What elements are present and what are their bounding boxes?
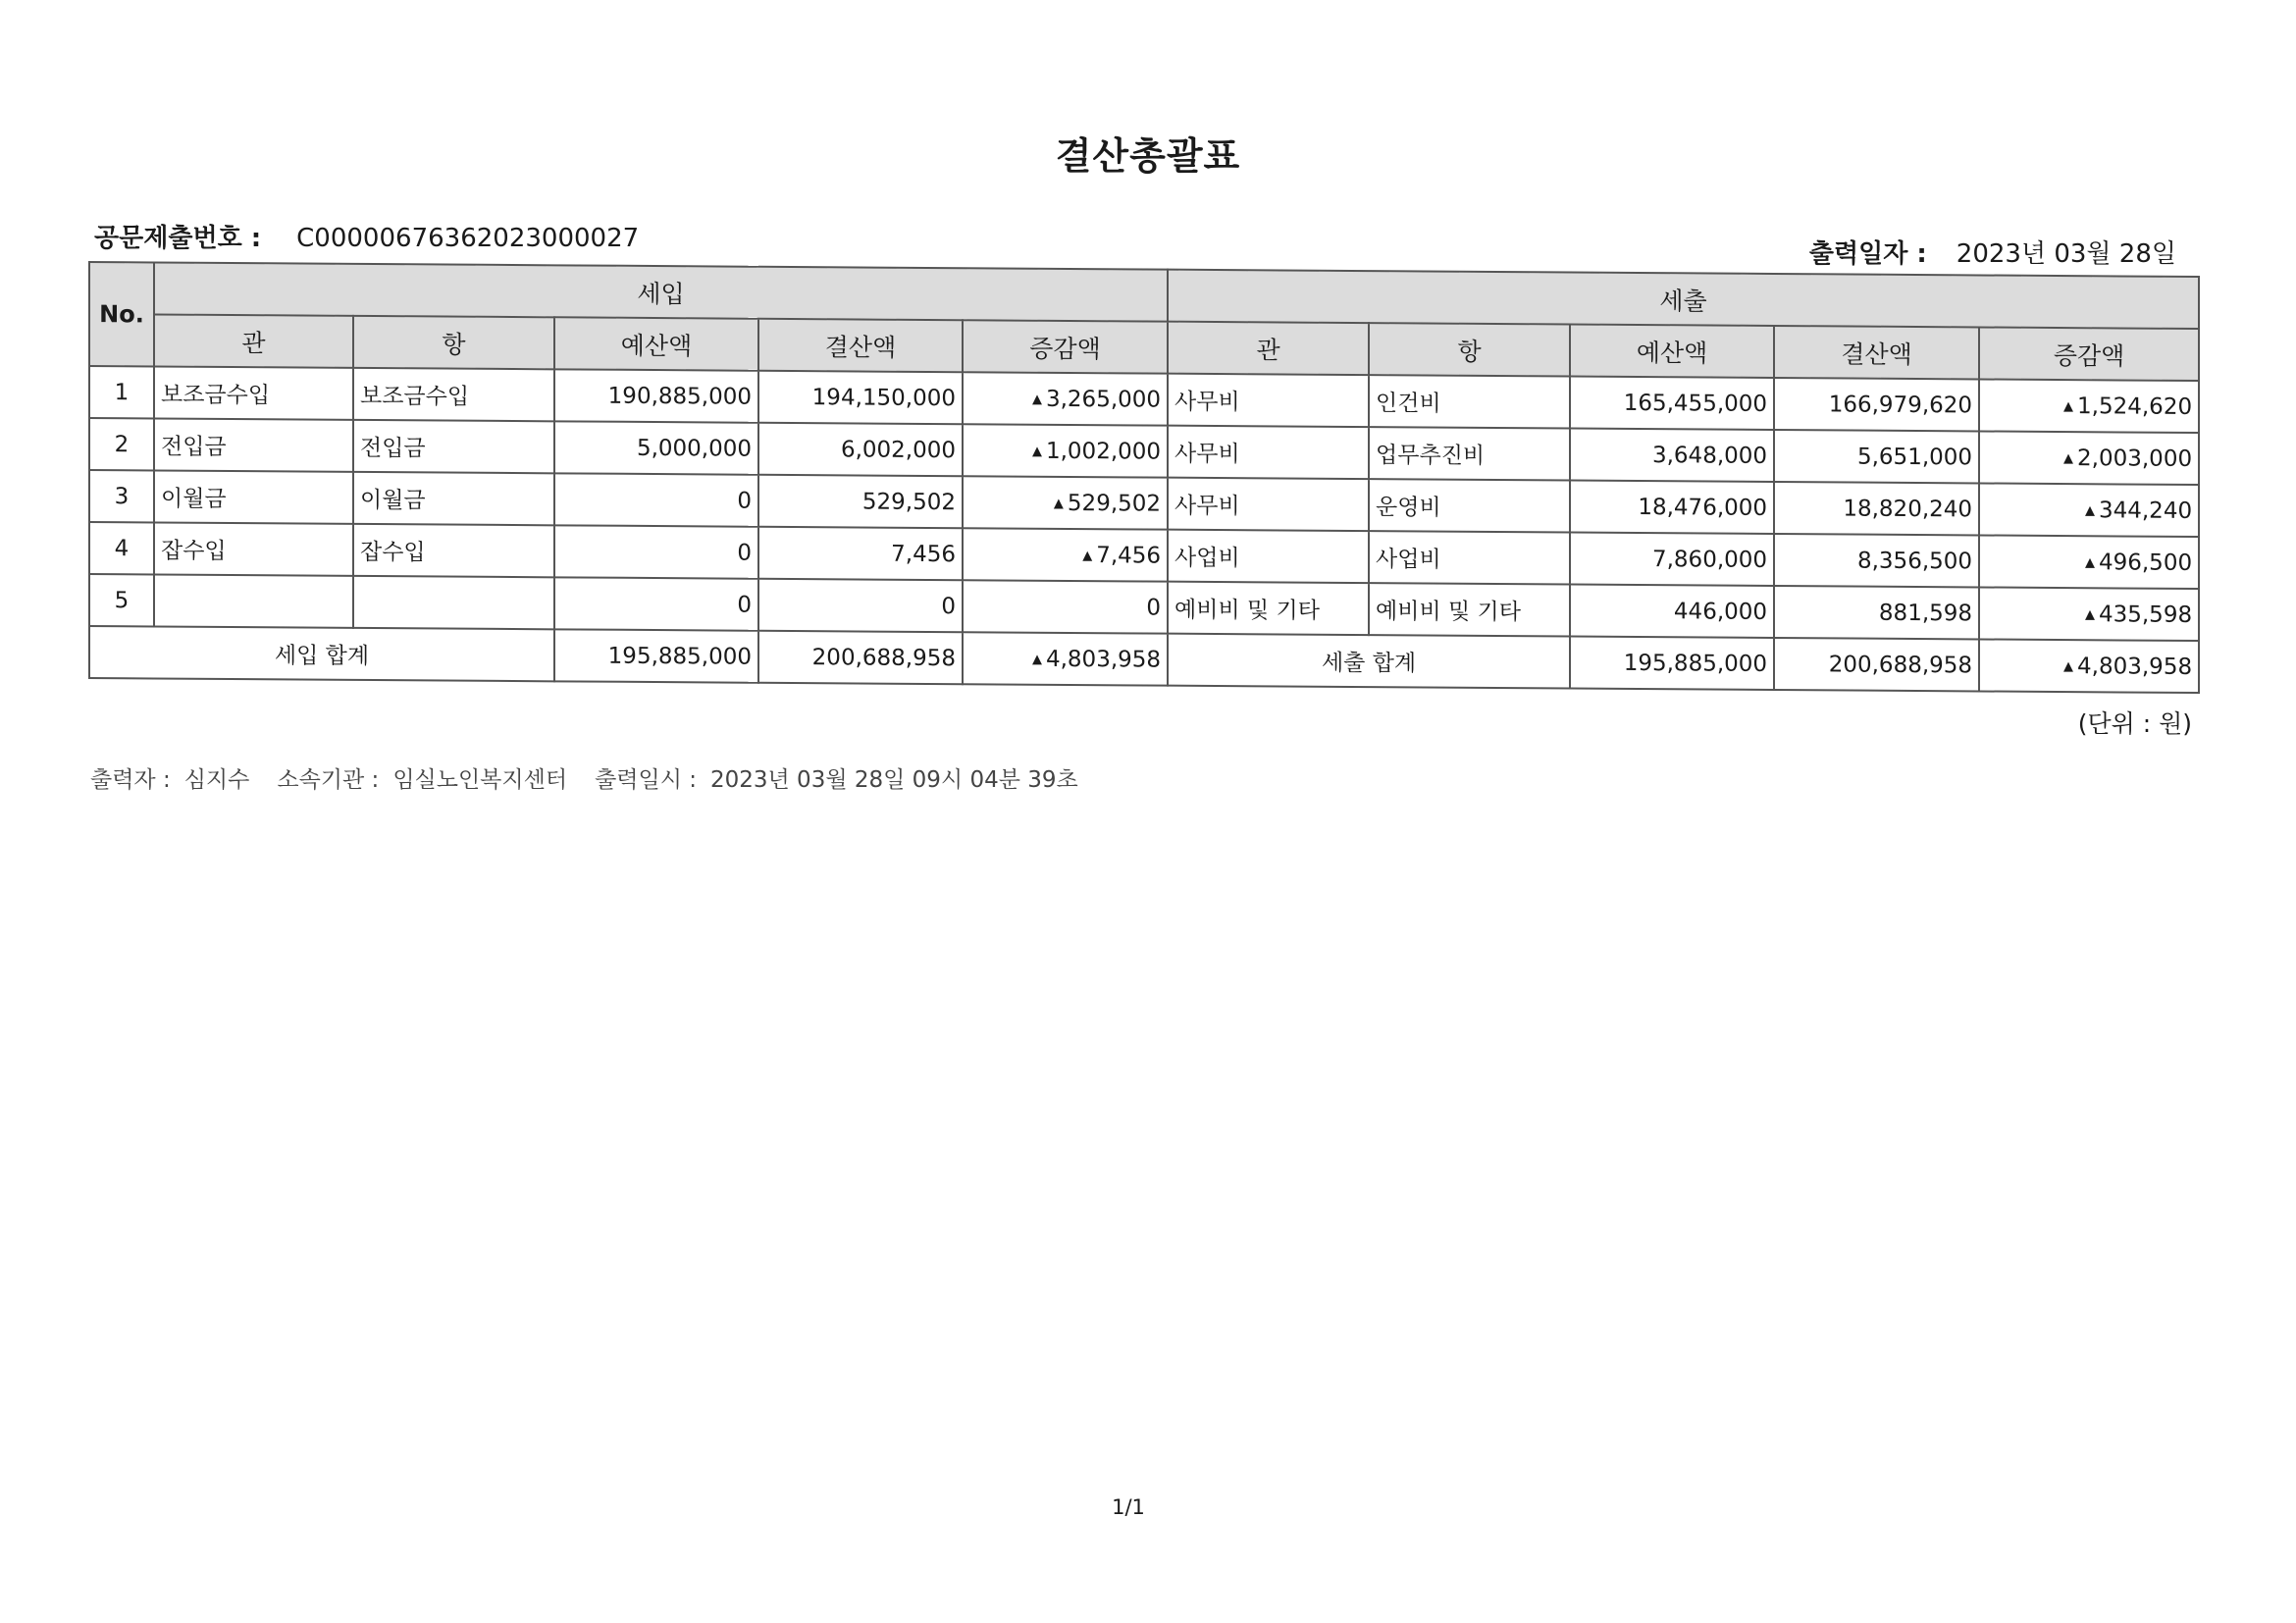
income-settlement: 6,002,000 [758,423,963,476]
expense-change-value: 496,500 [2098,549,2193,576]
expense-total-label: 세출 합계 [1168,634,1570,689]
expense-budget: 3,648,000 [1570,429,1774,482]
settlement-summary-table [88,261,2200,694]
row-no: 2 [89,418,154,470]
expense-change-value: 2,003,000 [2077,445,2193,472]
printer-name: 심지수 [183,767,250,793]
income-change-value: 7,456 [1096,542,1162,569]
expense-change [1979,587,2199,641]
printer-label: 출력자 : [90,767,171,793]
income-hang [353,576,554,629]
datetime-label: 출력일시 : [595,767,697,793]
income-total-settlement: 200,688,958 [758,631,963,684]
income-change [963,476,1168,529]
print-date [1809,234,2176,270]
income-settlement: 0 [758,579,963,632]
expense-settlement: 166,979,620 [1774,378,1979,431]
expense-change [1979,379,2199,433]
income-gwan: 전입금 [154,418,353,471]
expense-budget-header: 예산액 [1570,325,1774,378]
expense-total-change [1979,639,2199,693]
income-change-value: 1,002,000 [1045,438,1162,465]
income-hang: 보조금수입 [353,368,554,421]
expense-header: 세출 [1168,270,2199,329]
expense-change-value: 344,240 [2098,497,2193,524]
income-change [963,424,1168,477]
income-settlement: 529,502 [758,475,963,528]
expense-change [1979,535,2199,589]
expense-settlement: 18,820,240 [1774,482,1979,535]
income-change-value: 0 [1146,595,1162,621]
doc-number [94,218,639,254]
document-title: 결산총괄표 [1055,134,1241,178]
expense-gwan: 사무비 [1168,478,1369,531]
income-budget: 190,885,000 [554,369,758,422]
income-budget: 5,000,000 [554,421,758,474]
increase-triangle-icon: ▲ [1082,548,1093,563]
expense-gwan-header: 관 [1168,322,1369,375]
expense-settlement: 5,651,000 [1774,430,1979,483]
income-gwan: 보조금수입 [154,366,353,419]
page-number: 1/1 [1112,1495,1145,1519]
increase-triangle-icon: ▲ [2063,450,2074,466]
expense-budget: 165,455,000 [1570,377,1774,430]
income-header: 세입 [154,262,1168,321]
expense-change-header: 증감액 [1979,327,2199,381]
expense-gwan: 사무비 [1168,426,1369,479]
increase-triangle-icon: ▲ [2084,502,2095,518]
increase-triangle-icon: ▲ [1031,444,1042,459]
income-change [963,528,1168,581]
expense-gwan: 예비비 및 기타 [1168,582,1369,635]
increase-triangle-icon: ▲ [2063,398,2074,414]
income-change [963,372,1168,425]
income-hang: 이월금 [353,472,554,525]
increase-triangle-icon: ▲ [1031,392,1042,407]
income-budget: 0 [554,473,758,526]
income-total-label: 세입 합계 [89,626,554,681]
expense-gwan: 사업비 [1168,530,1369,583]
doc-number-value: C00000676362023000027 [296,224,640,253]
income-settlement: 194,150,000 [758,371,963,424]
expense-hang: 업무추진비 [1369,427,1570,480]
income-gwan: 이월금 [154,470,353,523]
expense-hang: 운영비 [1369,479,1570,532]
expense-hang: 인건비 [1369,375,1570,428]
print-date-value: 2023년 03월 28일 [1956,239,2176,269]
expense-budget: 446,000 [1570,585,1774,638]
income-budget: 0 [554,577,758,630]
income-hang: 잡수입 [353,524,554,577]
expense-settlement: 881,598 [1774,586,1979,639]
expense-hang: 예비비 및 기타 [1369,583,1570,636]
row-no: 1 [89,366,154,418]
expense-change-value: 435,598 [2098,601,2193,628]
income-gwan-header: 관 [154,314,353,367]
expense-budget: 7,860,000 [1570,533,1774,586]
income-gwan: 잡수입 [154,522,353,575]
expense-total-settlement: 200,688,958 [1774,638,1979,691]
income-settlement: 7,456 [758,527,963,580]
increase-triangle-icon: ▲ [1031,652,1042,667]
income-budget: 0 [554,525,758,578]
income-settlement-header: 결산액 [758,319,963,372]
row-no: 4 [89,522,154,574]
expense-hang: 사업비 [1369,531,1570,584]
expense-change [1979,431,2199,485]
increase-triangle-icon: ▲ [2084,554,2095,570]
increase-triangle-icon: ▲ [2084,606,2095,622]
expense-total-change-value: 4,803,958 [2077,653,2193,680]
expense-budget: 18,476,000 [1570,481,1774,534]
print-date-label: 출력일자 : [1808,239,1927,269]
expense-settlement: 8,356,500 [1774,534,1979,587]
income-change-value: 3,265,000 [1045,386,1162,413]
income-budget-header: 예산액 [554,317,758,370]
expense-total-budget: 195,885,000 [1570,637,1774,690]
expense-change [1979,483,2199,537]
income-total-change [963,632,1168,685]
unit-note: (단위 : 원) [2077,709,2192,738]
increase-triangle-icon: ▲ [2063,658,2074,674]
expense-settlement-header: 결산액 [1774,326,1979,379]
income-gwan [154,574,353,627]
increase-triangle-icon: ▲ [1053,496,1064,511]
expense-hang-header: 항 [1369,323,1570,376]
expense-change-value: 1,524,620 [2077,393,2193,420]
doc-number-label: 공문제출번호 : [94,224,262,253]
income-total-change-value: 4,803,958 [1045,646,1162,673]
income-total-budget: 195,885,000 [554,629,758,682]
income-change-header: 증감액 [963,320,1168,373]
income-change [963,580,1168,633]
row-no: 5 [89,574,154,626]
no-header: No. [89,262,154,366]
org-name: 임실노인복지센터 [392,767,568,793]
org-label: 소속기관 : [277,767,380,793]
income-hang-header: 항 [353,316,554,369]
datetime-value: 2023년 03월 28일 09시 04분 39초 [710,767,1078,793]
print-footer [90,761,1092,794]
expense-gwan: 사무비 [1168,374,1369,427]
row-no: 3 [89,470,154,522]
income-hang: 전입금 [353,420,554,473]
income-change-value: 529,502 [1067,490,1162,517]
